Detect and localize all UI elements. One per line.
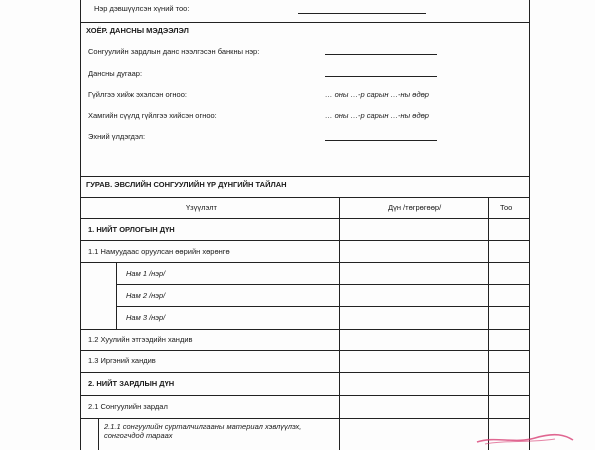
first-transaction-date-label: Гүйлгээ хийж эхэлсэн огноо: [88,90,187,99]
account-number-value-line[interactable] [325,76,437,77]
table-row-party-1: Нам 1 /нэр/ [126,269,166,278]
header-amount: Дүн /төгрөгөөр/ [388,203,442,212]
table-row-election-expense: 2.1 Сонгуулийн зардал [88,402,168,411]
opening-balance-value-line[interactable] [325,140,437,141]
table-row-citizen-donation: 1.3 Иргэний хандив [88,356,156,365]
col-divider-2 [488,197,489,450]
section2-top-border [80,22,530,23]
candidate-count-label: Нэр дэвшүүлсэн хүний тоо: [94,4,190,13]
last-transaction-date-value[interactable]: … оны …-р сарын …-ны өдөр [325,111,429,120]
table-row-legal-entity-donation: 1.2 Хуулийн этгээдийн хандив [88,335,193,344]
table-row-party-2: Нам 2 /нэр/ [126,291,166,300]
row-border [80,350,530,351]
row-border [80,218,530,219]
table-row-total-income: 1. НИЙТ ОРЛОГЫН ДҮН [88,225,175,234]
section3-top-border [80,176,530,177]
section2-title: ХОЁР. ДАНСНЫ МЭДЭЭЛЭЛ [86,26,189,35]
col-divider-1 [339,197,340,450]
subrow-indent-divider-b [98,418,99,450]
bank-name-label: Сонгуулийн зардлын данс нээлгэсэн банкны нэр: [88,47,260,56]
candidate-count-value-line[interactable] [298,13,426,14]
header-indicator: Үзүүлэлт [186,203,217,212]
section3-title: ГУРАВ. ЭВСЛИЙН СОНГУУЛИЙН ҮР ДҮНГИЙН ТАЙЛАН [86,180,287,189]
table-row-campaign-materials: 2.1.1 сонгуулийн сурталчилгааны материал хэвлүүлэх, сонгогчдод тараах [104,422,302,440]
row-border [80,418,530,419]
table-row-party-own-assets: 1.1 Намуудаас оруулсан өөрийн хөрөнгө [88,247,230,256]
row-border [80,329,530,330]
account-number-label: Дансны дугаар: [88,69,143,78]
first-transaction-date-value[interactable]: … оны …-р сарын …-ны өдөр [325,90,429,99]
row-border [116,284,530,285]
table-top-border [80,197,530,198]
signature-mark-icon [475,432,575,446]
row-border [116,306,530,307]
table-row-party-3: Нам 3 /нэр/ [126,313,166,322]
last-transaction-date-label: Хамгийн сүүлд гүйлгээ хийсэн огноо: [88,111,217,120]
subrow-indent-divider-a [116,262,117,329]
bank-name-value-line[interactable] [325,54,437,55]
row-border [80,262,530,263]
table-row-total-expense: 2. НИЙТ ЗАРДЛЫН ДҮН [88,379,175,388]
row-border [80,395,530,396]
opening-balance-label: Эхний үлдэгдэл: [88,132,146,141]
header-count: Тоо [500,203,513,212]
form-sheet [80,0,530,450]
row-border [80,240,530,241]
row-border [80,372,530,373]
